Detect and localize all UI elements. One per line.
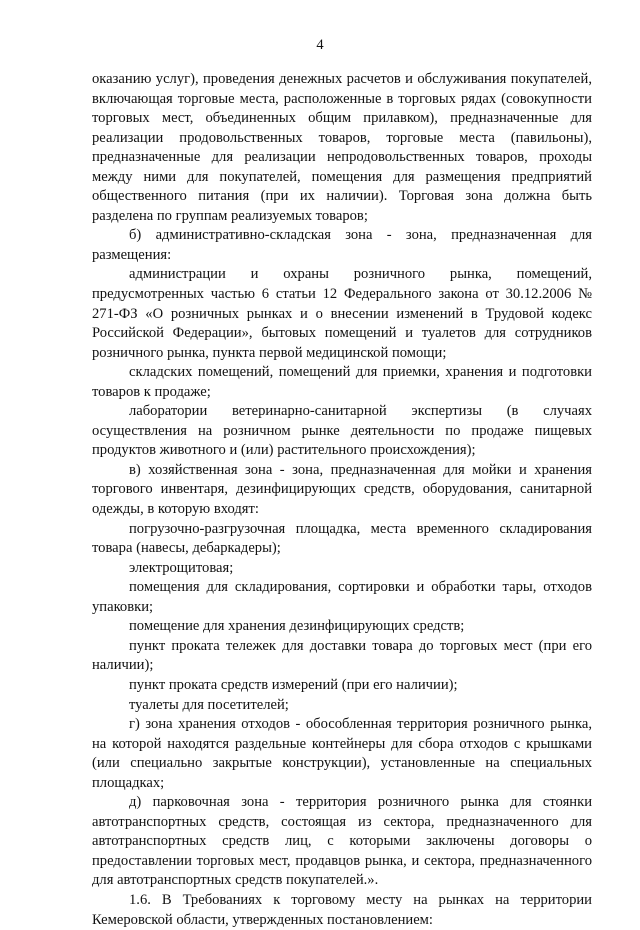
paragraph-disinfectant-storage: помещение для хранения дезинфицирующих средств;: [129, 618, 465, 635]
paragraph-waste-zone: г) зона хранения отходов - обособленная территория розничного рынка, на которой находятся раздельные контейнеры для сбора отходов с крышками (или специально закрытые конструкции), установленные на специальных площадках;: [92, 716, 592, 791]
paragraph-administration: администрации и охраны розничного рынка, помещений, предусмотренных частью 6 статьи 12 Федерального закона от 30.12.2006 № 271-ФЗ «О розничных рынках и о внесении изменений в Трудовой кодекс Российской Федерации», бытовых помещений и туалетов для сотрудников розничного рынка, пункта первой медицинской помощи;: [92, 266, 592, 361]
paragraph-visitor-toilets: туалеты для посетителей;: [129, 696, 289, 713]
paragraph-loading-area: погрузочно-разгрузочная площадка, места временного складирования товара (навесы, дебаркадеры);: [92, 520, 592, 557]
page-number: 4: [316, 37, 324, 53]
paragraph-warehouses: складских помещений, помещений для приемки, хранения и подготовки товаров к продаже;: [92, 364, 592, 400]
paragraph-switchboard: электрощитовая;: [129, 559, 234, 576]
paragraph-packaging-rooms: помещения для складирования, сортировки и обработки тары, отходов упаковки;: [92, 579, 592, 615]
paragraph-parking-zone: д) парковочная зона - территория розничного рынка для стоянки автотранспортных средств, состоящая из сектора, предназначенного для автотранспортных средств лиц, с которыми заключены договоры о предоставлении торговых мест, продавцов рынка, и сектора, предназначенного для автотранспортных средств покупателей.».: [92, 794, 592, 889]
paragraph-trolley-rental: пункт проката тележек для доставки товара до торговых мест (при его наличии);: [92, 637, 592, 674]
paragraph-trade-zone-continued: оказанию услуг), проведения денежных расчетов и обслуживания покупателей, включающая торговые места, расположенные в торговых рядах (совокупности торговых мест, объединенных общим прилавком), предназначенные для реализации продовольственных товаров, торговые места (павильоны), предназначенные для реализации непродовольственных товаров, проходы между ними для покупателей, помещения для размещения предприятий общественного питания (при их наличии). Торговая зона должна быть разделена по группам реализуемых товаров;: [92, 71, 592, 224]
paragraph-utility-zone: в) хозяйственная зона - зона, предназначенная для мойки и хранения торгового инвентаря, дезинфицирующих средств, оборудования, санитарной одежды, в которую входят:: [92, 461, 592, 518]
document-body: [92, 70, 592, 930]
paragraph-vet-laboratory: лаборатории ветеринарно-санитарной экспертизы (в случаях осуществления на розничном рынке деятельности по продаже пищевых продуктов животного и (или) растительного происхождения);: [92, 403, 592, 459]
paragraph-admin-storage-zone: б) административно-складская зона - зона, предназначенная для размещения:: [92, 227, 592, 263]
paragraph-measuring-rental: пункт проката средств измерений (при его наличии);: [129, 676, 458, 693]
paragraph-section-1-6: 1.6. В Требованиях к торговому месту на рынках на территории Кемеровской области, утвержденных постановлением:: [92, 891, 592, 928]
